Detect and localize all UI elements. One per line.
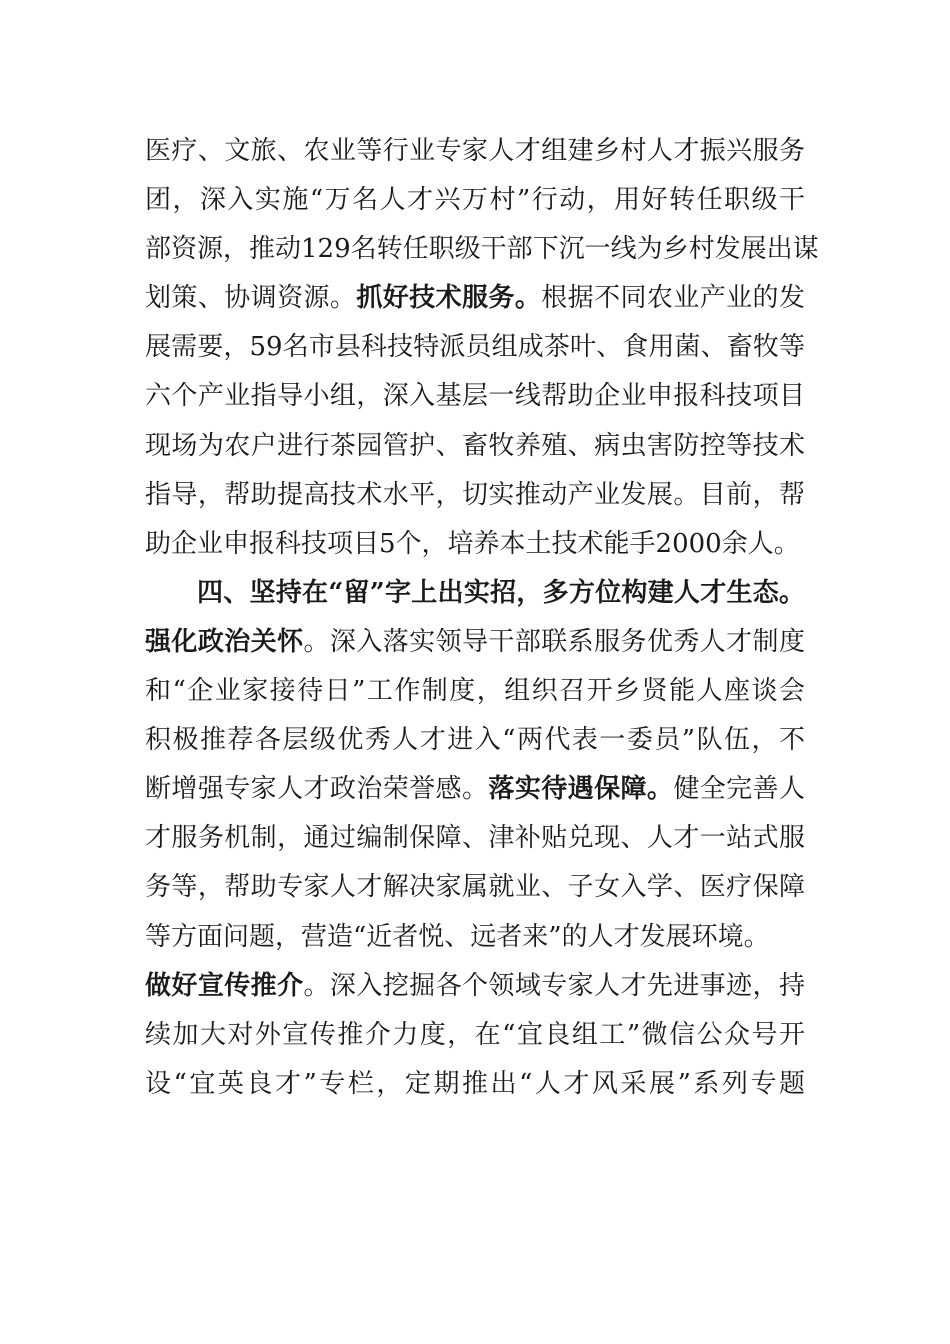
text-line-11 bbox=[145, 618, 805, 667]
text-line-7: 现场为农户进行茶园管护、畜牧养殖、病虫害防控等技术 bbox=[145, 430, 805, 461]
text-segment: 。深入落实领导干部联系服务优秀人才制度 bbox=[303, 626, 805, 657]
body-text bbox=[145, 127, 819, 1109]
text-line-17: 等方面问题，营造“近者悦、远者来”的人才发展环境。 bbox=[145, 921, 770, 952]
text-line-13: 积极推荐各层级优秀人才进入“两代表一委员”队伍，不 bbox=[145, 725, 805, 756]
text-line-6: 六个产业指导小组，深入基层一线帮助企业申报科技项目 bbox=[145, 381, 805, 412]
text-line-1: 医疗、文旅、农业等行业专家人才组建乡村人才振兴服务 bbox=[145, 136, 805, 166]
text-line-3: 部资源，推动129名转任职级干部下沉一线为乡村发展出谋 bbox=[145, 234, 819, 265]
text-line-14 bbox=[145, 765, 805, 814]
text-line-4 bbox=[145, 274, 805, 323]
text-line-20: 设“宜英良才”专栏，定期推出“人才风采展”系列专题 bbox=[145, 1068, 805, 1099]
bold-subheading-political-care: 强化政治关怀 bbox=[145, 626, 304, 657]
text-line-18 bbox=[145, 962, 805, 1011]
bold-subheading-treatment: 落实待遇保障。 bbox=[488, 774, 674, 805]
text-segment: 划策、协调资源。 bbox=[145, 283, 357, 314]
text-line-5: 展需要，59名市县科技特派员组成茶叶、食用菌、畜牧等 bbox=[145, 332, 805, 363]
bold-subheading-publicity: 做好宣传推介 bbox=[145, 970, 304, 1001]
text-line-9: 助企业申报科技项目5个，培养本土技术能手2000余人。 bbox=[145, 528, 800, 559]
text-line-2: 团，深入实施“万名人才兴万村”行动，用好转任职级干 bbox=[145, 185, 805, 216]
text-line-19: 续加大对外宣传推介力度，在“宜良组工”微信公众号开 bbox=[145, 1019, 805, 1050]
text-segment: 根据不同农业产业的发 bbox=[541, 283, 805, 314]
text-segment: 断增强专家人才政治荣誉感。 bbox=[145, 774, 489, 805]
bold-subheading-tech-service: 抓好技术服务。 bbox=[356, 283, 542, 314]
section-heading: 四、坚持在“留”字上出实招，多方位构建人才生态。 bbox=[197, 577, 805, 608]
text-line-16: 务等，帮助专家人才解决家属就业、子女入学、医疗保障 bbox=[145, 872, 805, 903]
text-line-12: 和“企业家接待日”工作制度，组织召开乡贤能人座谈会 bbox=[145, 676, 805, 707]
text-line-8: 指导，帮助提高技术水平，切实推动产业发展。目前，帮 bbox=[145, 479, 805, 510]
text-line-15: 才服务机制，通过编制保障、津补贴兑现、人才一站式服 bbox=[145, 823, 805, 854]
text-segment: 。深入挖掘各个领域专家人才先进事迹，持 bbox=[303, 970, 805, 1001]
text-segment: 健全完善人 bbox=[673, 774, 805, 805]
